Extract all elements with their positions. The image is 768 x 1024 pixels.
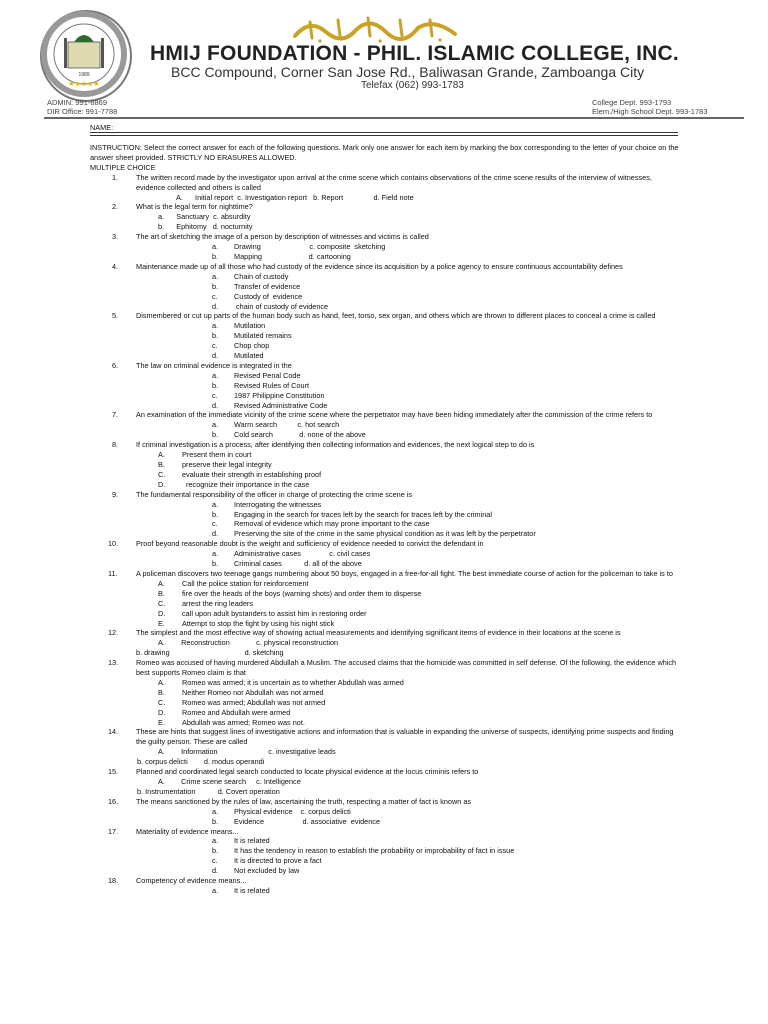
choice-letter: b. — [212, 559, 219, 569]
question-number: 13. — [108, 658, 119, 668]
choice-a — [90, 836, 680, 846]
choice-letter: b. — [212, 509, 219, 519]
choice-b — [90, 331, 680, 341]
choice-text: Interrogating the witnesses — [234, 499, 322, 509]
contact-left — [47, 98, 117, 116]
choice-text: preserve their legal integrity — [182, 460, 272, 469]
question-text: Maintenance made up of all those who had custody of the evidence since its acquisition by a police agency to ensure continuous accountability defines — [136, 261, 623, 271]
choice-b — [90, 460, 680, 470]
arabic-calligraphy-logo — [290, 12, 460, 44]
choice-text: Present them in court — [182, 450, 252, 460]
header-divider — [44, 117, 744, 119]
choice-letter: D. — [158, 608, 166, 618]
question-10 — [90, 539, 680, 549]
choice-text: Romeo and Abdullah were armed — [182, 707, 291, 717]
choice-text: Preserving the site of the crime in the same physical condition as it was left by the perpetrator — [234, 529, 536, 539]
choice-text: Drawing c. composite sketching — [234, 242, 386, 252]
choice-a — [90, 371, 680, 381]
choice-text: Revised Administrative Code — [234, 400, 328, 410]
choice-letter: E. — [158, 717, 165, 727]
question-number: 8. — [112, 440, 119, 450]
question-number: 18. — [108, 876, 119, 886]
organization-address: BCC Compound, Corner San Jose Rd., Baliwasan Grande, Zamboanga City — [171, 64, 645, 80]
choice-letter: D. — [158, 479, 166, 489]
choice-letter: C. — [158, 697, 166, 707]
choices: A. Initial report c. Investigation report b. Report d. Field note — [176, 192, 414, 202]
choice-d — [90, 529, 680, 539]
choice-text: Administrative cases c. civil cases — [234, 549, 371, 559]
choice-d — [90, 351, 680, 361]
choice-a — [90, 678, 680, 688]
question-14 — [90, 727, 680, 747]
organization-telefax: Telefax (062) 993-1783 — [361, 80, 464, 91]
question-11 — [90, 569, 680, 579]
choice-a — [90, 272, 680, 282]
choice-letter: b. — [212, 251, 219, 261]
exam-content — [90, 123, 680, 896]
choice-text: Physical evidence c. corpus delicti — [234, 806, 351, 816]
choice-text: It is related — [234, 885, 270, 895]
choice-text: Mapping d. cartooning — [234, 251, 351, 261]
choice-c — [90, 599, 680, 609]
choice-letter: d. — [212, 301, 219, 311]
question-text: Materiality of evidence means... — [136, 826, 239, 836]
choice-a — [90, 420, 680, 430]
question-1 — [90, 173, 680, 193]
choice-d — [90, 708, 680, 718]
choice-letter: B. — [158, 687, 165, 697]
question-number: 14. — [108, 727, 119, 737]
question-text: These are hints that suggest lines of investigative actions and information that is valuable in expanding the universe of suspects, identifying prime suspects and finding the guilty person. These are called — [136, 727, 674, 747]
question-text: A policeman discovers two teenage gangs numbering about 50 boys, engaged in a free-for-all fight. The best immediate course of action for the policeman to take is to — [136, 568, 673, 578]
choice-text: arrest the ring leaders — [182, 598, 253, 608]
question-text: Planned and coordinated legal search conducted to locate physical evidence at the locus criminis refers to — [136, 767, 479, 777]
choice-text: Custody of evidence — [234, 291, 303, 301]
choice-letter: a. — [212, 370, 219, 380]
contact-right — [592, 98, 708, 116]
choice-letter: d. — [212, 529, 219, 539]
choice-letter: a. — [212, 242, 219, 252]
question-text: The fundamental responsibility of the officer in charge of protecting the crime scene is — [136, 489, 413, 499]
question-number: 17. — [108, 826, 119, 836]
choice-letter: A. — [158, 450, 165, 460]
choice-text: Warm search c. hot search — [234, 420, 340, 430]
choice-d — [90, 609, 680, 619]
choice-a: a. Sanctuary c. absurdity — [158, 212, 251, 222]
choice-letter: c. — [212, 856, 218, 866]
choice-text: Revised Rules of Court — [234, 380, 310, 390]
choice-text: Evidence d. associative evidence — [234, 816, 381, 826]
choice-c — [90, 698, 680, 708]
question-text: Dismembered or cut up parts of the human body such as hand, feet, torso, sex organ, and others which are thrown to different places to conceal a crime is called — [136, 311, 656, 321]
question-text: An examination of the immediate vicinity of the crime scene where the perpetrator may have been hiding immediately after the commission of the crime refers to — [136, 410, 653, 420]
choice-b — [90, 688, 680, 698]
question-text: Romeo was accused of having murdered Abdullah a Muslim. The accused claims that the homicide was committed in self defense. Of the following, the evidence which best supports Romeo claim is that — [136, 658, 677, 678]
choice-b — [90, 510, 680, 520]
choice-text: Call the police station for reinforcement — [182, 578, 309, 588]
choice-b: b. Ephitomy d. nocturnity — [158, 222, 253, 232]
question-text: The law on criminal evidence is integrated in the — [136, 360, 292, 370]
choice-letter: b. — [212, 846, 219, 856]
seal-graphic — [40, 10, 128, 98]
organization-name: HMIJ FOUNDATION - PHIL. ISLAMIC COLLEGE, INC. — [150, 42, 679, 65]
elem-dept-phone: Elem./High School Dept. 993-1783 — [592, 107, 708, 116]
college-seal-logo — [40, 10, 132, 102]
question-number: 10. — [108, 539, 119, 549]
choice-letter: b. — [212, 430, 219, 440]
choice-a — [90, 500, 680, 510]
question-number: 16. — [108, 796, 119, 806]
question-number: 1. — [112, 172, 119, 182]
question-number: 4. — [112, 261, 119, 271]
choice-text: Chop chop — [234, 341, 270, 351]
choice-d — [90, 480, 680, 490]
svg-text:★★★★★: ★★★★★ — [68, 80, 100, 88]
question-text: Competency of evidence means... — [136, 876, 247, 886]
choice-letter: a. — [212, 549, 219, 559]
choice-d — [90, 302, 680, 312]
choice-c — [90, 519, 680, 529]
choice-c — [90, 292, 680, 302]
choice-letter: c. — [212, 291, 218, 301]
choice-a: A. Information c. investigative leads — [158, 747, 336, 757]
name-field[interactable] — [90, 123, 680, 135]
choice-b — [90, 817, 680, 827]
question-number: 9. — [112, 489, 119, 499]
choice-text: Romeo was armed; Abdullah was not armed — [182, 697, 326, 707]
choice-letter: b. — [212, 331, 219, 341]
choice-a — [90, 886, 680, 896]
choice-d — [90, 401, 680, 411]
question-text: The art of sketching the image of a person by description of witnesses and victims is called — [136, 232, 429, 242]
choice-text: Revised Penal Code — [234, 370, 301, 380]
question-12 — [90, 628, 680, 638]
choice-letter: E. — [158, 618, 165, 628]
choice-a — [90, 807, 680, 817]
choice-letter: C. — [158, 469, 166, 479]
choice-letter: c. — [212, 390, 218, 400]
choice-text: Mutilated remains — [234, 331, 292, 341]
choice-text: recognize their importance in the case — [182, 479, 310, 489]
question-13 — [90, 658, 680, 678]
choice-letter: A. — [158, 578, 165, 588]
choice-c — [90, 470, 680, 480]
choice-letter: d. — [212, 866, 219, 876]
letterhead — [0, 0, 768, 118]
section-title: MULTIPLE CHOICE — [90, 162, 156, 172]
choice-letter: c. — [212, 519, 218, 529]
choice-letter: c. — [212, 341, 218, 351]
question-15 — [90, 767, 680, 777]
choice-letter: b. — [212, 816, 219, 826]
svg-text:1989: 1989 — [78, 72, 90, 78]
choice-text: Mutilation — [234, 321, 266, 331]
choice-b — [90, 252, 680, 262]
choice-letter: B. — [158, 460, 165, 469]
choice-text: Mutilated — [234, 351, 264, 361]
choice-e — [90, 718, 680, 728]
question-9 — [90, 490, 680, 500]
choice-letter: a. — [212, 806, 219, 816]
question-2 — [90, 202, 680, 212]
question-16 — [90, 797, 680, 807]
choice-letter: a. — [212, 420, 219, 430]
choice-letter: D. — [158, 707, 166, 717]
choice-c — [90, 391, 680, 401]
question-text: Proof beyond reasonable doubt is the weight and sufficiency of evidence needed to convict the defendant in — [136, 539, 484, 549]
choice-text: Chain of custody — [234, 271, 289, 281]
choice-text: fire over the heads of the boys (warning shots) and order them to disperse — [182, 588, 422, 598]
choice-b: b. drawing d. sketching — [136, 648, 284, 658]
question-text: What is the legal term for nighttime? — [136, 202, 253, 212]
choice-c — [90, 856, 680, 866]
question-18 — [90, 876, 680, 886]
choice-a — [90, 579, 680, 589]
admin-phone: ADMIN: 991-8869 — [47, 98, 108, 107]
choice-a — [90, 450, 680, 460]
question-17 — [90, 827, 680, 837]
choice-text: It is directed to prove a fact — [234, 856, 322, 866]
question-number: 11. — [108, 568, 118, 578]
choice-text: Transfer of evidence — [234, 281, 301, 291]
question-text: The means sanctioned by the rules of law, ascertaining the truth, respecting a matter of fact is known as — [136, 796, 472, 806]
choice-text: It is related — [234, 836, 270, 846]
question-number: 7. — [112, 410, 119, 420]
choice-b — [90, 430, 680, 440]
name-label: NAME: — [90, 123, 114, 132]
choice-letter: d. — [212, 351, 219, 361]
choice-text: Removal of evidence which may prone important to the case — [234, 519, 430, 529]
choice-b: b. corpus delicti d. modus operandi — [137, 757, 265, 767]
question-6 — [90, 361, 680, 371]
choice-text: Abdullah was armed; Romeo was not. — [182, 717, 305, 727]
choice-letter: a. — [212, 499, 219, 509]
choice-letter: b. — [212, 281, 219, 291]
question-number: 3. — [112, 232, 119, 242]
question-text: The simplest and the most effective way of showing actual measurements and identifying significant items of evidence in their locations at the scene is — [136, 628, 621, 638]
choice-b — [90, 381, 680, 391]
choice-text: chain of custody of evidence — [234, 301, 329, 311]
choice-letter: a. — [212, 885, 219, 895]
choice-b — [90, 846, 680, 856]
choice-letter: C. — [158, 598, 166, 608]
choice-a: A. Crime scene search c. Intelligence — [158, 777, 301, 786]
question-8 — [90, 440, 680, 450]
instruction-text: INSTRUCTION: Select the correct answer for each of the following questions. Mark only one answer for each item by marking the box corresponding to the letter of your choice on the answer sheet provided. STRICTLY NO ERASURES ALLOWED. — [90, 143, 679, 162]
choice-b: b. Instrumentation d. Covert operation — [137, 786, 280, 796]
choice-d — [90, 866, 680, 876]
choice-e — [90, 619, 680, 629]
choice-text: 1987 Philippine Constitution — [234, 390, 325, 400]
choice-a — [90, 242, 680, 252]
choice-letter: b. — [212, 380, 219, 390]
choice-b — [90, 282, 680, 292]
question-number: 12. — [108, 628, 119, 638]
question-3 — [90, 232, 680, 242]
choice-b — [90, 559, 680, 569]
question-4 — [90, 262, 680, 272]
choice-a: A. Reconstruction c. physical reconstruction — [158, 638, 339, 648]
question-5 — [90, 311, 680, 321]
choice-text: Attempt to stop the fight by using his night stick — [182, 618, 335, 628]
choice-text: call upon adult bystanders to assist him in restoring order — [182, 608, 367, 618]
choice-letter: a. — [212, 271, 219, 281]
dir-office-phone: DIR Office: 991-7788 — [47, 107, 118, 116]
name-underline — [90, 132, 678, 133]
choice-letter: a. — [212, 836, 219, 846]
question-number: 5. — [112, 311, 119, 321]
choice-text: evaluate their strength in establishing proof — [182, 469, 322, 479]
choice-b — [90, 589, 680, 599]
college-dept-phone: College Dept. 993-1793 — [592, 98, 672, 107]
choice-letter: a. — [212, 321, 219, 331]
question-text: The written record made by the investigator upon arrival at the crime scene which contains observations of the crime scene results of the interview of witnesses, evidence collected and others is called — [136, 172, 652, 192]
choice-text: Cold search d. none of the above — [234, 430, 366, 440]
choice-text: Criminal cases d. all of the above — [234, 559, 362, 569]
choice-letter: B. — [158, 588, 165, 598]
question-number: 15. — [108, 767, 119, 777]
question-number: 6. — [112, 360, 119, 370]
name-underline-double — [90, 135, 678, 136]
choice-text: Engaging in the search for traces left by the search for traces left by the criminal — [234, 509, 492, 519]
choice-text: Romeo was armed; it is uncertain as to whether Abdullah was armed — [182, 677, 404, 687]
choice-a — [90, 549, 680, 559]
choice-text: Not excluded by law — [234, 866, 300, 876]
choice-text: Neither Romeo nor Abdullah was not armed — [182, 687, 324, 697]
question-text: If criminal investigation is a process, after identifying then collecting information and evidences, the next logical step to do is — [136, 440, 535, 450]
choice-c — [90, 341, 680, 351]
choice-letter: A. — [158, 677, 165, 687]
question-number: 2. — [112, 202, 119, 212]
choice-letter: d. — [212, 400, 219, 410]
choice-text: It has the tendency in reason to establish the probability or improbability of fact in issue — [234, 846, 515, 856]
choice-a — [90, 321, 680, 331]
question-7 — [90, 410, 680, 420]
